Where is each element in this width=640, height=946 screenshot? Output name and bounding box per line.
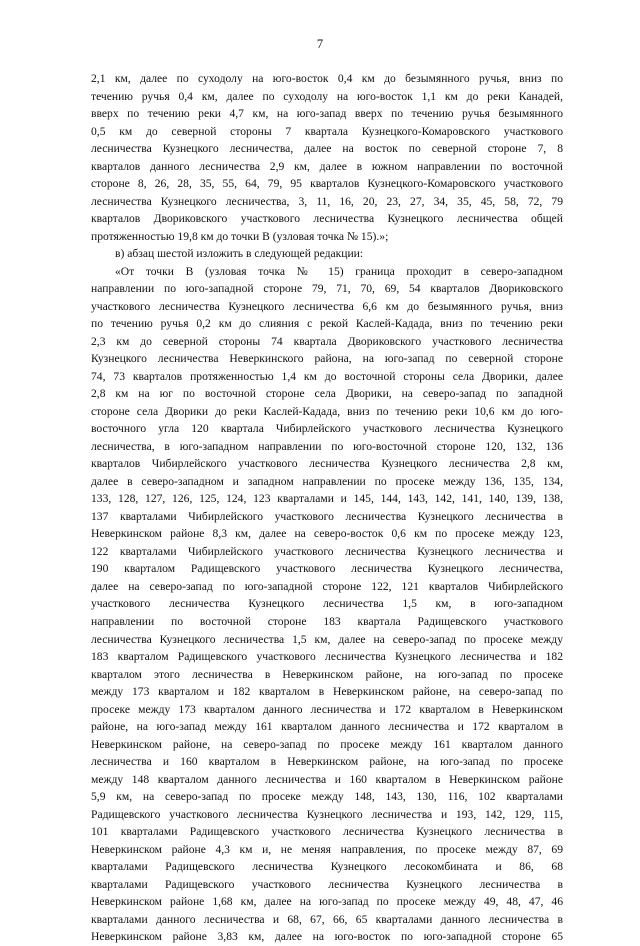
text-line: Кузнецкого лесничества Неверкинского района, на юго-запад по северной стороне	[91, 352, 563, 366]
text-line: кварталов данного лесничества 2,9 км, далее в южном направлении по восточной	[91, 159, 563, 173]
text-line: 101 кварталами Радищевского участкового лесничества Кузнецкого лесничества в	[91, 825, 563, 839]
text-line: 2,8 км на юг по восточной стороне села Дворики, на северо-запад по западной	[91, 387, 563, 401]
text-line: «От точки В (узловая точка № 15) граница проходит в северо-западном	[115, 264, 563, 278]
text-line: в) абзац шестой изложить в следующей редакции:	[115, 247, 364, 261]
text-line: стороне села Дворики до реки Каслей-Кадада, вниз по течению реки 10,6 км до юго-	[91, 404, 563, 418]
text-line: кварталами Радищевского лесничества Кузнецкого лесокомбината и 86, 68	[91, 860, 563, 874]
text-line: лесничества Кузнецкого лесничества, 3, 11, 16, 20, 23, 27, 34, 35, 45, 58, 72, 79	[91, 194, 563, 208]
text-line: 5,9 км, на северо-запад по просеке между 148, 143, 130, 116, 102 кварталами	[91, 790, 563, 804]
text-line: восточного угла 120 квартала Чибирлейского участкового лесничества Кузнецкого	[91, 422, 563, 436]
text-line: Радищевского участкового лесничества Кузнецкого лесничества и 193, 142, 129, 115,	[91, 807, 563, 821]
text-line: районе, на юго-запад между 161 кварталом данного лесничества и 172 кварталом в	[91, 720, 563, 734]
text-line: лесничества Кузнецкого лесничества, далее на восток по северной стороне 7, 8	[91, 142, 563, 156]
text-line: участкового лесничества Кузнецкого лесничества 6,6 км до безымянного ручья, вниз	[91, 299, 563, 313]
text-line: кварталами данного лесничества и 68, 67, 66, 65 кварталами данного лесничества в	[91, 912, 563, 926]
text-line: 2,1 км, далее по суходолу на юго-восток 0,4 км до безымянного ручья, вниз по	[91, 72, 563, 85]
text-line: вверх по течению реки 4,7 км, на юго-запад вверх по течению ручья безымянного	[91, 107, 563, 121]
text-line: 74, 73 кварталов протяженностью 1,4 км до восточной стороны села Дворики, далее	[91, 369, 563, 383]
text-line: 183 кварталом Радищевского участкового лесничества Кузнецкого лесничества и 182	[91, 650, 563, 664]
text-line: кварталами Радищевского участкового лесничества Кузнецкого лесничества в	[91, 877, 563, 891]
text-line: кварталов Чибирлейского участкового лесничества Кузнецкого лесничества 2,8 км,	[91, 457, 563, 471]
text-line: 0,5 км до северной стороны 7 квартала Кузнецкого-Комаровского участкового	[91, 124, 563, 138]
text-line: стороне 8, 26, 28, 35, 55, 64, 79, 95 кварталов Кузнецкого-Комаровского участкового	[91, 177, 563, 191]
text-line: лесничества, в юго-западном направлении по юго-восточной стороне 120, 132, 136	[91, 439, 563, 453]
text-line: далее на северо-запад по юго-западной стороне 122, 121 кварталов Чибирлейского	[91, 579, 563, 593]
text-line: Неверкинском районе 8,3 км, далее на северо-восток 0,6 км по просеке между 123,	[91, 527, 563, 541]
text-line: кварталов Двориковского участкового лесничества Кузнецкого лесничества общей	[91, 212, 563, 226]
text-line: лесничества и 160 кварталом в Неверкинском районе, на юго-запад по просеке	[91, 755, 563, 769]
text-line: 122 кварталами Чибирлейского участкового лесничества Кузнецкого лесничества и	[91, 544, 563, 558]
text-line: просеке между 173 кварталом данного лесничества и 172 кварталом в Неверкинском	[91, 702, 563, 716]
text-line: 190 кварталом Радищевского участкового лесничества Кузнецкого лесничества,	[91, 562, 563, 576]
document-body	[91, 70, 563, 946]
text-line: кварталом этого лесничества в Неверкинском районе, на юго-запад по просеке	[91, 667, 563, 681]
text-line: лесничества Кузнецкого лесничества 1,5 км, далее на северо-запад по просеке между	[91, 632, 563, 646]
text-line: 133, 128, 127, 126, 125, 124, 123 кварталами и 145, 144, 143, 142, 141, 140, 139, 138,	[91, 492, 563, 506]
text-line: далее в северо-западном и западном направлении по просеке между 136, 135, 134,	[91, 474, 563, 488]
text-line: Неверкинском районе 1,68 км, далее на юго-запад по просеке между 49, 48, 47, 46	[91, 895, 563, 909]
text-line: протяженностью 19,8 км до точки В (узловая точка № 15).»;	[91, 229, 389, 243]
text-line: направлении по юго-западной стороне 79, 71, 70, 69, 54 кварталов Двориковского	[91, 282, 563, 296]
text-line: 137 кварталами Чибирлейского участкового лесничества Кузнецкого лесничества в	[91, 509, 563, 523]
text-line: участкового лесничества Кузнецкого лесничества 1,5 км, в юго-западном	[91, 597, 563, 611]
text-line: течению ручья 0,4 км, далее по суходолу на юго-восток 1,1 км до реки Канадей,	[91, 89, 563, 103]
text-line: направлении по восточной стороне 183 квартала Радищевского участкового	[91, 614, 563, 628]
text-line: между 173 кварталом и 182 кварталом в Неверкинском районе, на северо-запад по	[91, 685, 563, 699]
text-line: Неверкинском районе, на северо-запад по просеке между 161 кварталом данного	[91, 737, 563, 751]
text-line: Неверкинском районе 3,83 км, далее на юго-восток по юго-западной стороне 65	[91, 930, 563, 944]
text-line: по течению ручья 0,2 км до слияния с рекой Каслей-Кадада, вниз по течению реки	[91, 317, 563, 331]
text-line: между 148 кварталом данного лесничества и 160 кварталом в Неверкинском районе	[91, 772, 563, 786]
text-line: 2,3 км до северной стороны 74 квартала Двориковского участкового лесничества	[91, 334, 563, 348]
page-number: 7	[316, 37, 324, 51]
text-line: Неверкинском районе 4,3 км и, не меняя направления, по просеке между 87, 69	[91, 842, 563, 856]
